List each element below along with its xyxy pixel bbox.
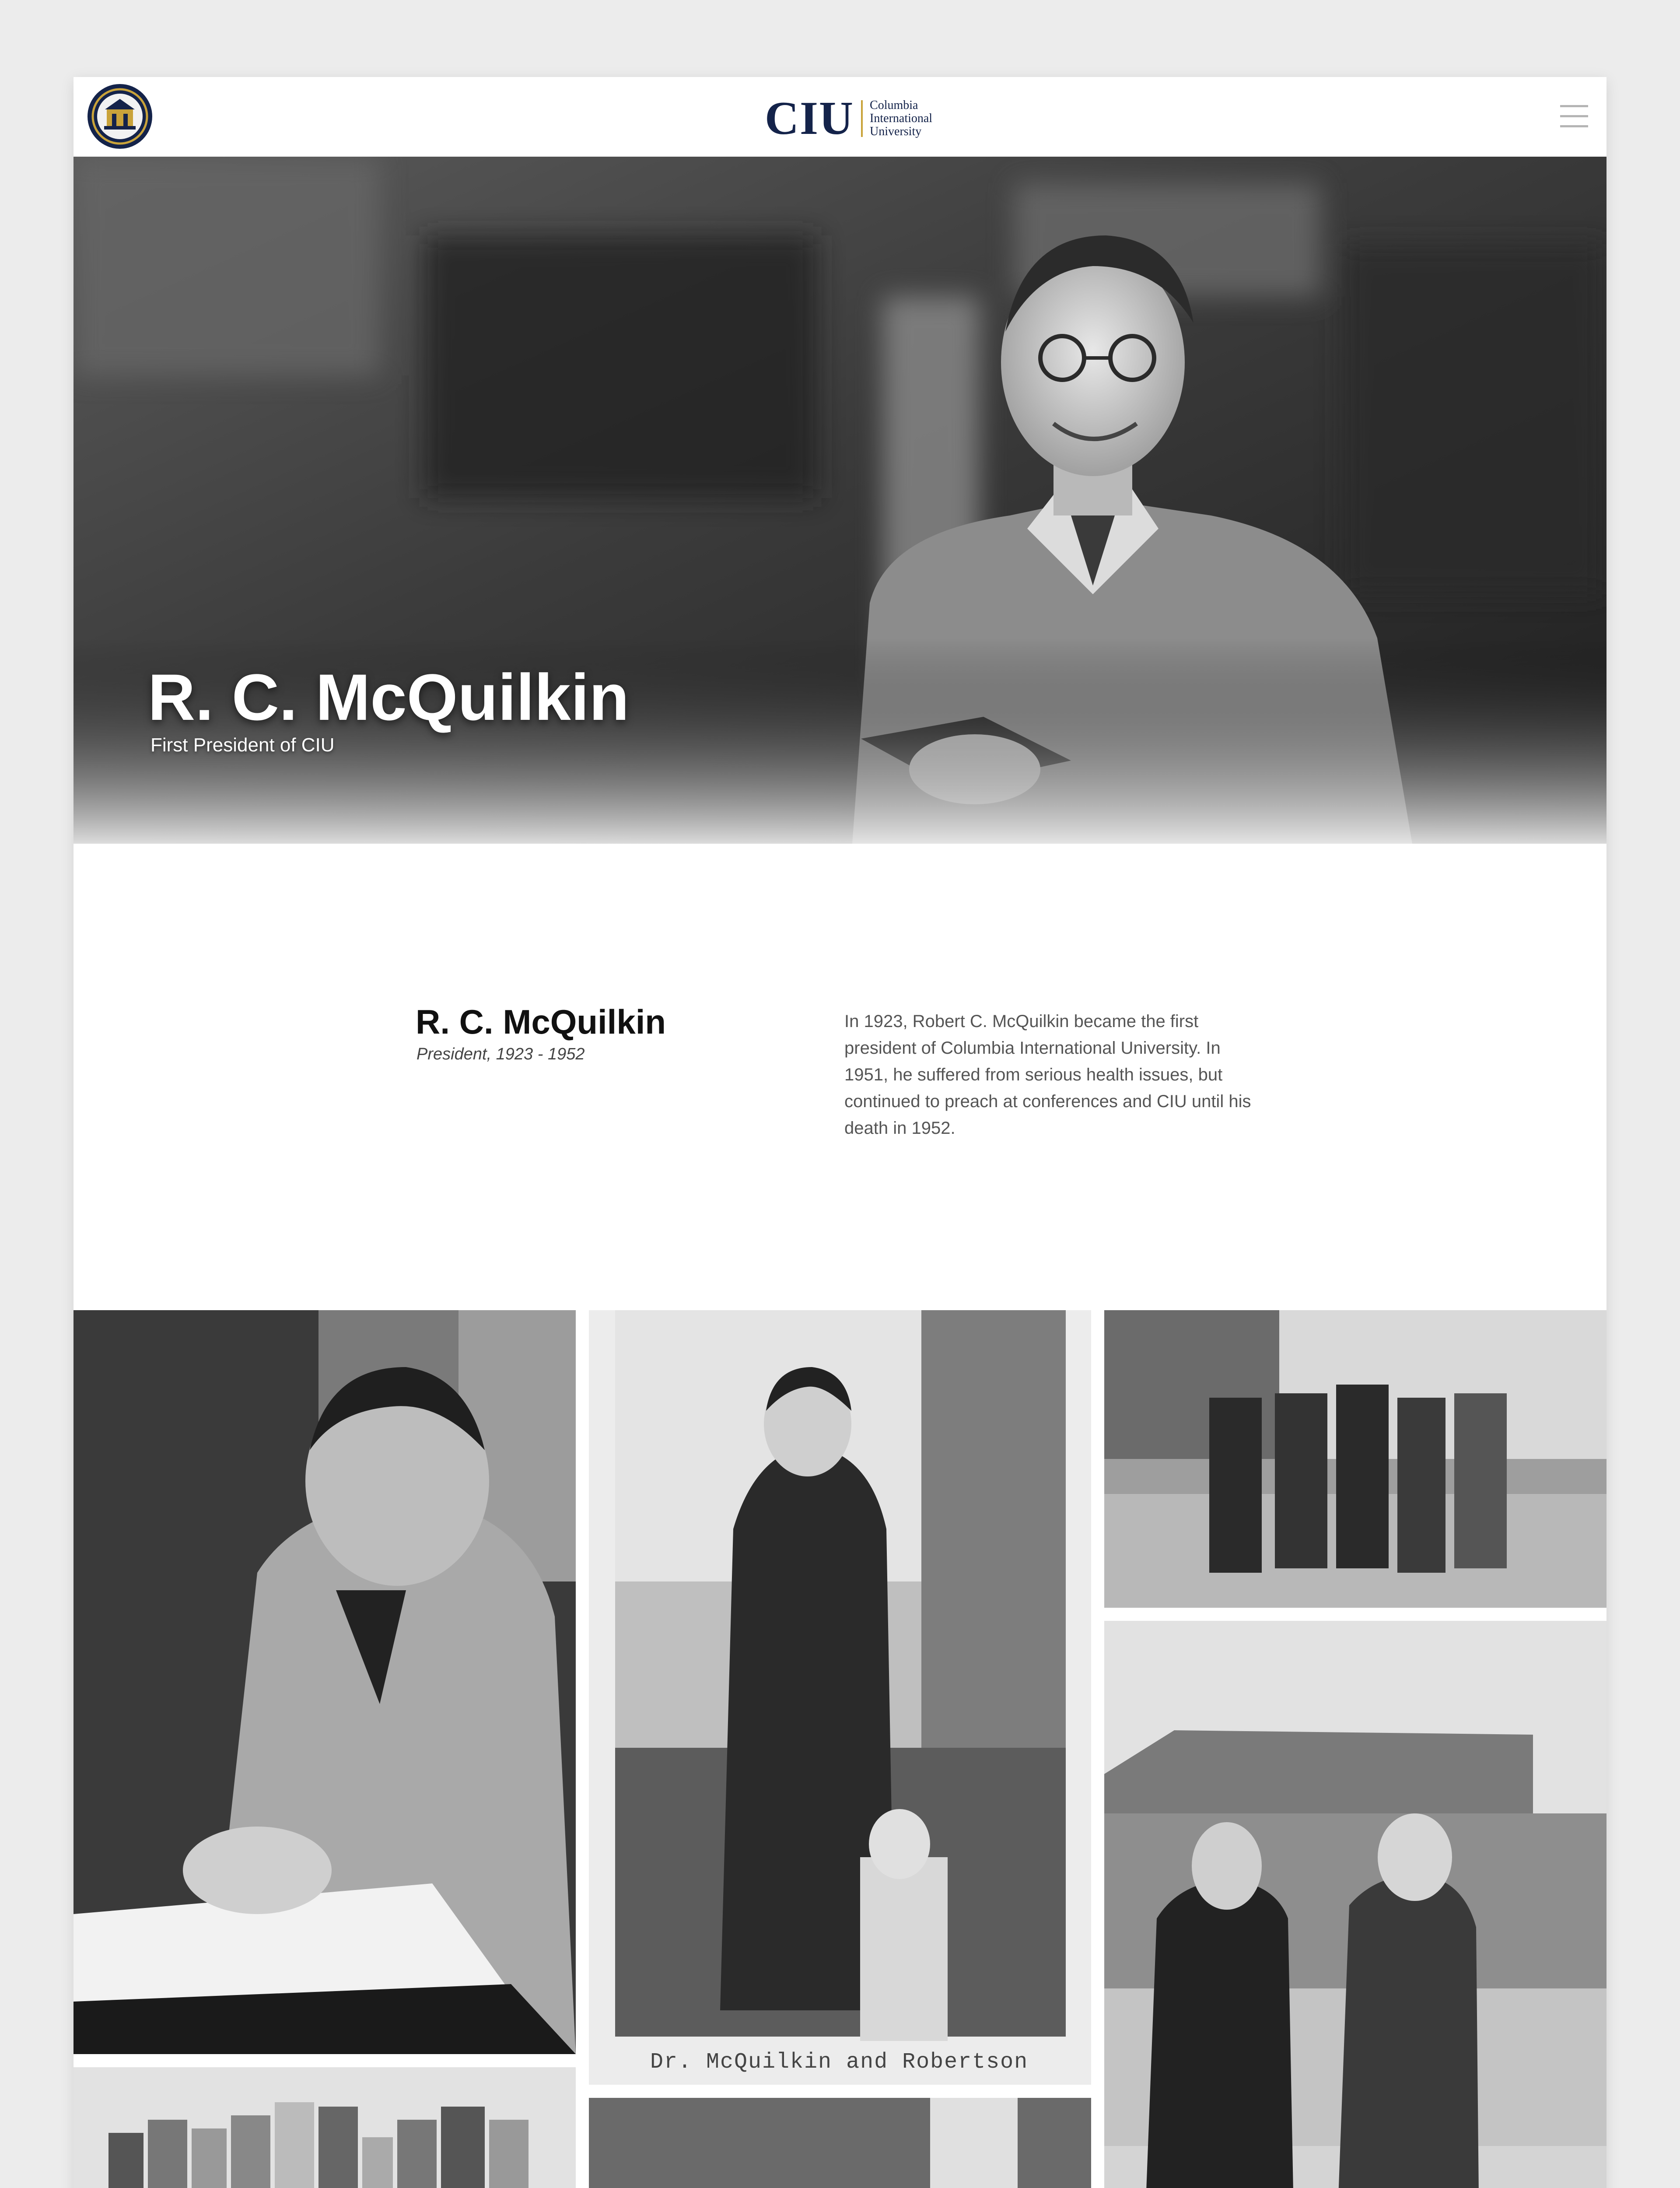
- logo-wordmark: [870, 99, 932, 138]
- site-header: [74, 77, 1606, 157]
- logo-line-3: University: [870, 125, 922, 138]
- page-card: [74, 77, 1606, 2188]
- hero-banner: [74, 157, 1606, 844]
- logo-mark: CIU: [765, 92, 854, 144]
- logo-divider: [861, 100, 863, 137]
- bio-name: R. C. McQuilkin: [416, 1003, 666, 1041]
- menu-bar-bottom: [1560, 125, 1588, 127]
- photo-caption: Dr. McQuilkin and Robertson: [650, 2050, 1029, 2075]
- gallery-photo-group-five[interactable]: [1104, 1310, 1606, 1608]
- menu-bar-top: [1560, 105, 1588, 107]
- menu-bar-middle: [1560, 115, 1588, 117]
- gallery-photo-writing[interactable]: [74, 1310, 576, 2054]
- hero-subtitle: First President of CIU: [150, 734, 335, 756]
- bio-text: In 1923, Robert C. McQuilkin became the first president of Columbia International University. In 1951, he suffered from serious health issues, but continued to preach at conferences and CIU until his death in 1952.: [844, 1012, 1251, 1138]
- gallery-photo-two-men[interactable]: [1104, 1621, 1606, 2188]
- brand-logo[interactable]: [765, 92, 933, 144]
- bio-role: President, 1923 - 1952: [416, 1045, 585, 1063]
- gallery-photo-family[interactable]: [74, 2067, 576, 2188]
- hero-title: R. C. McQuilkin: [148, 660, 630, 734]
- logo-line-2: International: [870, 112, 933, 125]
- logo-line-1: Columbia: [870, 98, 918, 112]
- hamburger-menu-icon[interactable]: [1560, 105, 1588, 128]
- gallery-photo-robertson[interactable]: [589, 1310, 1091, 2085]
- university-seal-icon[interactable]: [87, 83, 153, 150]
- gallery-photo-gathering[interactable]: [589, 2098, 1091, 2188]
